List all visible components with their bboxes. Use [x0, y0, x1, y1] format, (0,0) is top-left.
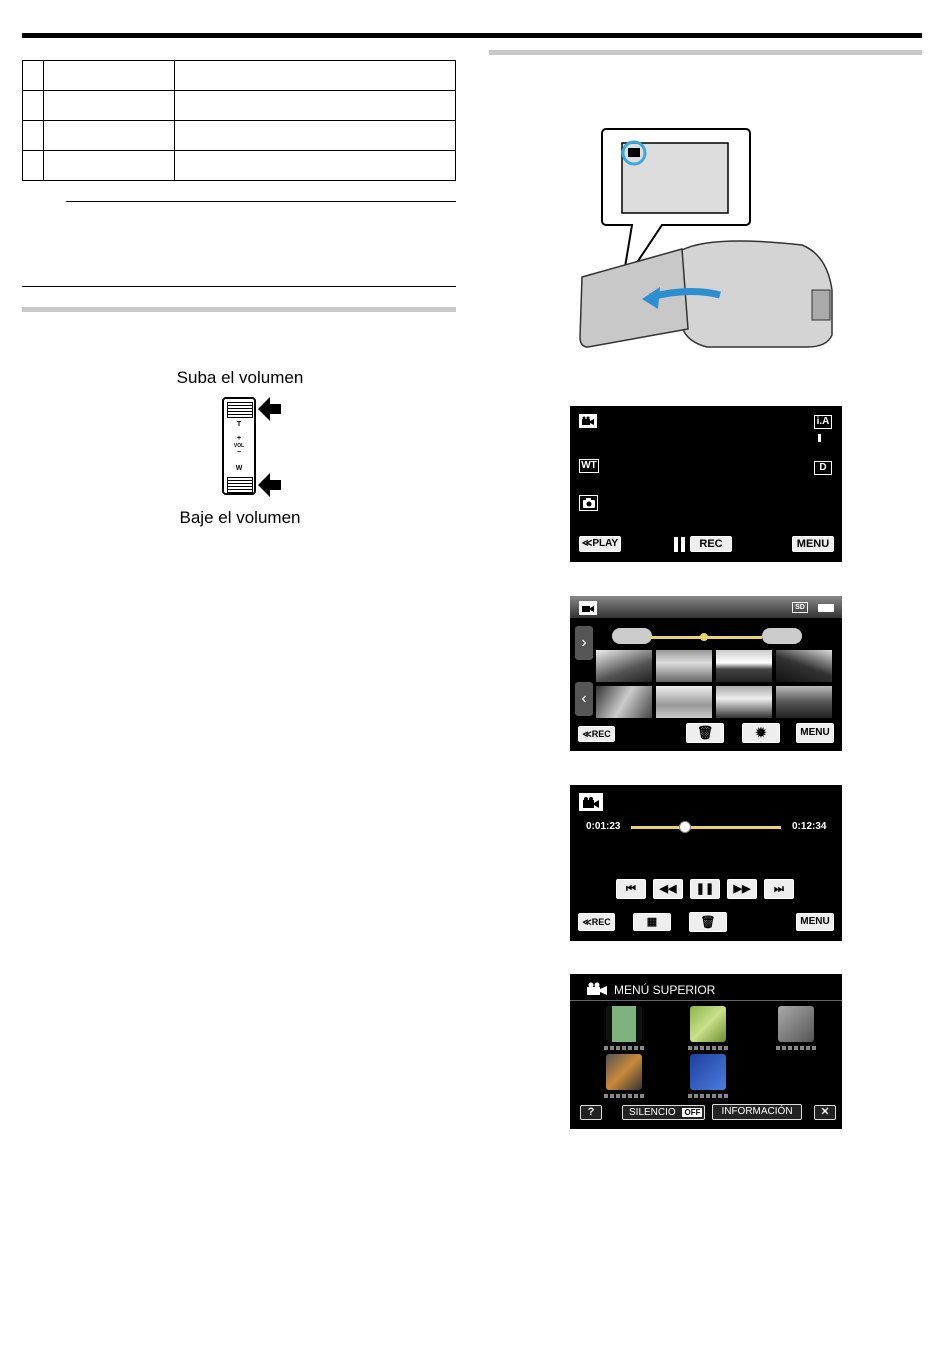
pause-icon: [674, 537, 678, 552]
thumbnail[interactable]: [776, 650, 832, 682]
table-row: [23, 151, 456, 181]
volume-down-label: Baje el volumen: [179, 508, 301, 527]
help-button[interactable]: ?: [580, 1105, 602, 1120]
switch-minus-label: −: [236, 449, 242, 456]
tile-label: [604, 1046, 644, 1050]
note-rule-top: [66, 201, 456, 202]
trash-icon[interactable]: 🗑: [686, 723, 724, 743]
info-table: [22, 60, 456, 181]
tile-label: [688, 1046, 728, 1050]
silence-label: SILENCIO: [629, 1107, 676, 1118]
header-rule: [22, 33, 922, 38]
video-mode-icon[interactable]: [579, 601, 597, 615]
edit-tile[interactable]: [690, 1006, 726, 1042]
switch-w-label: W: [235, 465, 243, 472]
thumbnail[interactable]: [716, 650, 772, 682]
camcorder-illustration: [572, 125, 842, 355]
system-settings-tile[interactable]: [778, 1006, 814, 1042]
switch-grip-top: [227, 402, 253, 418]
skip-forward-icon[interactable]: ⏭: [764, 879, 794, 899]
skip-back-icon[interactable]: ⏮: [616, 879, 646, 899]
fast-forward-icon[interactable]: ▶▶: [727, 879, 757, 899]
silence-state: OFF: [684, 1108, 701, 1117]
rec-screen: [570, 406, 842, 562]
switch-t-label: T: [236, 421, 242, 428]
arrow-left-icon: [258, 396, 282, 422]
battery-icon: [818, 604, 834, 612]
prev-page-button[interactable]: ‹: [575, 682, 593, 716]
close-icon[interactable]: ✕: [814, 1105, 836, 1120]
menu-button[interactable]: MENU: [796, 723, 834, 743]
table-row: [23, 61, 456, 91]
volume-up-label: Suba el volumen: [176, 368, 304, 387]
section-rule-left: [22, 307, 456, 312]
seek-bar[interactable]: [631, 826, 781, 829]
zoom-wt-icon[interactable]: WT: [579, 459, 599, 473]
connection-tile[interactable]: [606, 1054, 642, 1090]
settings-gear-icon[interactable]: ✹: [742, 723, 780, 743]
display-icon[interactable]: D: [814, 461, 832, 475]
sd-card-icon: SD: [792, 602, 808, 613]
total-time: 0:12:34: [792, 821, 827, 832]
rewind-icon[interactable]: ◀◀: [653, 879, 683, 899]
video-camera-icon: [586, 982, 608, 996]
next-page-button[interactable]: ›: [575, 626, 593, 660]
video-mode-icon[interactable]: [579, 414, 597, 428]
seek-knob[interactable]: [679, 821, 691, 833]
rec-button[interactable]: REC: [690, 536, 732, 552]
pause-icon: [681, 537, 685, 552]
switch-grip-bottom: [227, 477, 253, 493]
elapsed-time: 0:01:23: [586, 821, 621, 832]
table-row: [23, 121, 456, 151]
silence-toggle[interactable]: [622, 1105, 705, 1120]
index-grid-icon[interactable]: ▦: [633, 913, 671, 931]
top-menu-screen: [570, 974, 842, 1129]
thumbnail[interactable]: [656, 686, 712, 718]
intelligent-auto-icon[interactable]: i.A: [814, 415, 832, 429]
table-row: [23, 91, 456, 121]
menu-button[interactable]: MENU: [792, 536, 834, 552]
tile-label: [776, 1046, 816, 1050]
info-button[interactable]: INFORMACIÓN: [712, 1104, 802, 1120]
note-rule-bottom: [22, 286, 456, 287]
tile-label: [688, 1094, 728, 1098]
rec-mode-button[interactable]: ≪REC: [578, 726, 615, 742]
video-settings-tile[interactable]: [606, 1006, 642, 1042]
scene-indicator-icon: [818, 434, 821, 442]
section-rule-right: [489, 50, 922, 55]
playback-screen: [570, 785, 842, 941]
thumbnail[interactable]: [716, 686, 772, 718]
date-pill-right[interactable]: [762, 628, 802, 644]
pause-icon[interactable]: ❚❚: [690, 879, 720, 899]
menu-button[interactable]: MENU: [796, 913, 834, 931]
thumbnail[interactable]: [596, 650, 652, 682]
tile-label: [604, 1094, 644, 1098]
video-mode-icon[interactable]: [579, 793, 603, 811]
thumbnail[interactable]: [776, 686, 832, 718]
volume-switch[interactable]: [222, 397, 256, 495]
trash-icon[interactable]: 🗑: [689, 912, 727, 932]
rec-mode-button[interactable]: ≪REC: [578, 913, 615, 931]
date-slider-knob[interactable]: [700, 633, 708, 641]
play-mode-button[interactable]: ≪PLAY: [579, 536, 621, 552]
date-pill-left[interactable]: [612, 628, 652, 644]
switch-plus-label: +: [236, 435, 242, 442]
arrow-left-icon: [258, 472, 282, 498]
media-settings-tile[interactable]: [690, 1054, 726, 1090]
index-screen: [570, 596, 842, 751]
thumbnail[interactable]: [656, 650, 712, 682]
thumbnail[interactable]: [596, 686, 652, 718]
menu-title: MENÚ SUPERIOR: [614, 983, 716, 997]
camera-icon[interactable]: [579, 495, 598, 511]
switch-vol-label: VOL: [233, 443, 245, 449]
